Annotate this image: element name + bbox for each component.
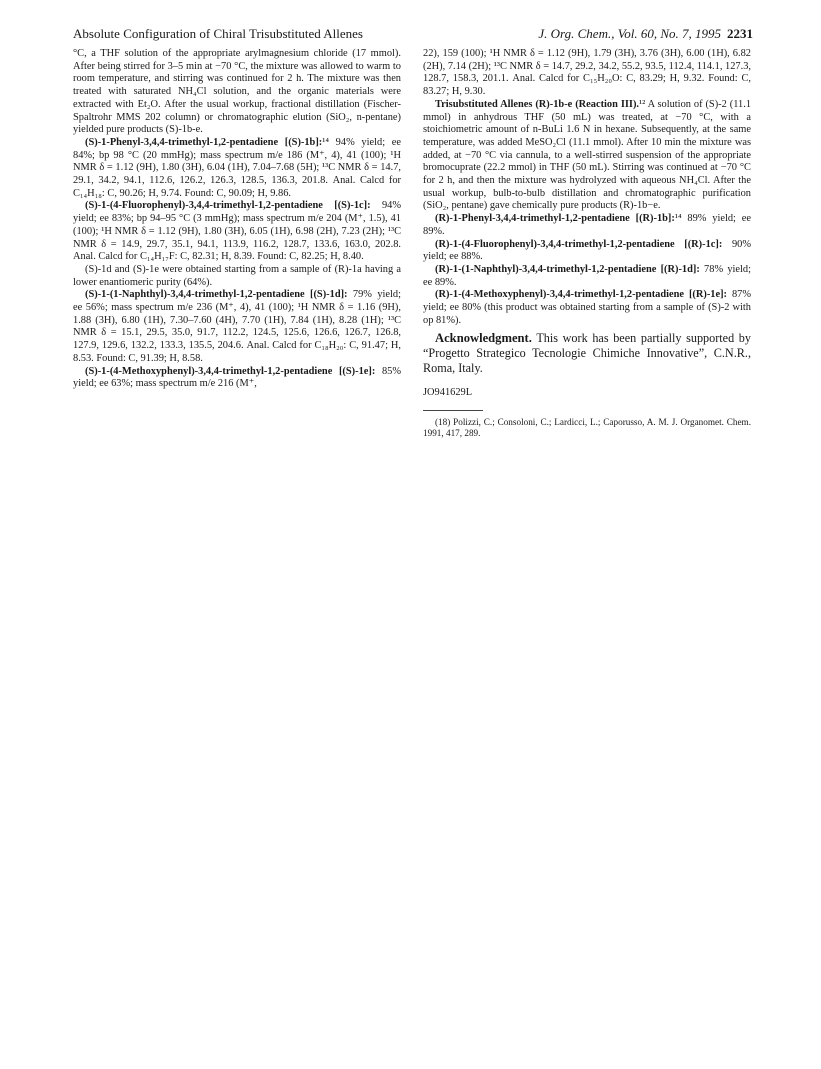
compound-heading: (R)-1-Phenyl-3,4,4-trimethyl-1,2-pentadiene [(R)-1b]: — [435, 213, 675, 225]
paragraph — [73, 48, 401, 137]
paragraph — [423, 239, 751, 264]
acknowledgment-text: This work has been partially supported by “Progetto Strategico Tecnologie Chimiche Innovative”, C.N.R., Roma, Italy. — [423, 331, 751, 375]
compound-heading: (S)-1-(1-Naphthyl)-3,4,4-trimethyl-1,2-pentadiene [(S)-1d]: — [85, 289, 348, 301]
running-title: Absolute Configuration of Chiral Trisubstituted Allenes — [73, 26, 363, 41]
acknowledgment-heading: Acknowledgment. — [435, 331, 532, 346]
acknowledgment — [423, 331, 751, 375]
journal-citation — [538, 26, 753, 42]
paragraph-text: ¹² A solution of (S)-2 (11.1 mmol) in anhydrous THF (50 mL) was treated, at −70 °C, with a stoichiometric amount of n-BuLi 1.6 N in hexane. Subsequently, at the same temperature, was added MeSO₂Cl (11.1 mmol). After 10 min the mixture was added, at −70 °C via cannula, to a well-stirred suspension of the appropriate bromocuprate (22.2 mmol) in THF (50 mL). Stirring was continued at −70 °C for 2 h, and then the mixture was hydrolyzed with aqueous NH₄Cl. After the usual workup, bulb-to-bulb distillation and chromatographic purification (SiO₂, pentane) gave chemically pure products (R)-1b−e. — [423, 98, 752, 212]
journal-code: JO941629L — [423, 387, 473, 399]
paragraph-text: ¹⁴ 94% yield; ee 84%; bp 98 °C (20 mmHg); mass spectrum m/e 186 (M⁺, 4), 41 (100); ¹H NMR δ = 1.12 (9H), 1.80 (3H), 6.04 (1H), 7.04–7.68 (5H); ¹³C NMR δ = 14.7, 29.1, 34.2, 94.1, 112.6, 126.2, 126.3, 128.5, 136.3, 201.8. Anal. Calcd for C₁₄H₁₈: C, 90.26; H, 9.74. Found: C, 90.09; H, 9.86. — [73, 136, 401, 199]
paragraph — [423, 48, 751, 99]
compound-heading: (S)-1-Phenyl-3,4,4-trimethyl-1,2-pentadiene [(S)-1b]: — [85, 136, 323, 148]
paragraph-text: 22), 159 (100); ¹H NMR δ = 1.12 (9H), 1.79 (3H), 3.76 (3H), 6.00 (1H), 6.82 (2H), 7.14 (2H); ¹³C NMR δ = 14.7, 29.2, 34.2, 55.2, 93.5, 112.4, 114.1, 127.3, 128.7, 158.3, 201.1. Anal. Calcd for C₁₅H₂₀O: C, 83.29; H, 9.32. Found: C, 83.27; H, 9.30. — [423, 48, 751, 98]
footnote: (18) Polizzi, C.; Consoloni, C.; Lardicci, L.; Caporusso, A. M. J. Organomet. Chem. 1991, 417, 289. — [423, 416, 751, 439]
paragraph-text: 90% yield; ee 88%. — [423, 238, 751, 263]
compound-heading: (R)-1-(4-Fluorophenyl)-3,4,4-trimethyl-1,2-pentadiene [(R)-1c]: — [435, 238, 723, 250]
running-header — [73, 24, 753, 46]
paragraph-text: °C, a THF solution of the appropriate arylmagnesium chloride (17 mmol). After being stirred for 3–5 min at −70 °C, the mixture was allowed to warm to room temperature, and stirring was continued for 2 h. The mixture was then treated with saturated NH₄Cl solution, and the organic materials were extracted with Et₂O. After the usual workup, fractional distillation (Fischer-Spaltrohr MMS 202 column) or chromatographic elution (SiO₂, n-pentane) yielded pure products (S)-1b-e. — [73, 48, 401, 136]
paragraph-text: 87% yield; ee 80% (this product was obtained starting from a sample of (S)-2 with op 81%). — [423, 289, 751, 326]
left-column — [73, 48, 401, 391]
page-number: 2231 — [727, 26, 753, 41]
paragraph-text: ¹⁴ 89% yield; ee 89%. — [423, 213, 751, 237]
paragraph-text: 94% yield; ee 83%; bp 94–95 °C (3 mmHg); mass spectrum m/e 204 (M⁺, 1.5), 41 (100); ¹H NMR δ = 1.12 (9H), 1.80 (3H), 6.05 (1H), 6.98 (2H), 7.23 (2H); ¹³C NMR δ = 14.9, 29.7, 35.1, 94.1, 113.9, 116.2, 128.7, 133.6, 163.0, 202.8. Anal. Calcd for C₁₄H₁₇F: C, 82.31; H, 8.39. Found: C, 82.25; H, 8.40. — [73, 200, 401, 263]
paragraph — [73, 366, 401, 391]
right-paragraphs — [423, 48, 751, 327]
journal-name: J. Org. Chem., Vol. 60, No. 7, 1995 — [538, 26, 721, 41]
paragraph — [423, 289, 751, 327]
compound-heading: (S)-1-(4-Fluorophenyl)-3,4,4-trimethyl-1,2-pentadiene [(S)-1c]: — [85, 200, 371, 212]
paragraph-text: 85% yield; ee 63%; mass spectrum m/e 216 (M⁺, — [73, 365, 401, 390]
paragraph — [73, 289, 401, 365]
footnote-divider — [423, 410, 483, 411]
paragraph — [73, 137, 401, 201]
compound-heading: (S)-1-(4-Methoxyphenyl)-3,4,4-trimethyl-1,2-pentadiene [(S)-1e]: — [85, 365, 376, 377]
right-column — [423, 48, 751, 440]
paragraph — [73, 200, 401, 264]
paragraph-text: 79% yield; ee 56%; mass spectrum m/e 236 (M⁺, 4), 41 (100); ¹H NMR δ = 1.16 (9H), 1.88 (3H), 6.80 (1H), 7.30–7.60 (4H), 7.70 (1H), 7.84 (1H), 8.28 (1H); ¹³C NMR δ = 15.1, 29.5, 35.0, 91.7, 112.2, 124.5, 125.6, 126.6, 126.7, 126.8, 127.9, 129.6, 132.2, 133.3, 135.5, 204.6. Anal. Calcd for C₁₈H₂₀: C, 91.47; H, 8.53. Found: C, 91.39; H, 8.58. — [73, 289, 402, 364]
compound-heading: (R)-1-(4-Methoxyphenyl)-3,4,4-trimethyl-1,2-pentadiene [(R)-1e]: — [435, 289, 728, 301]
paragraph — [423, 99, 751, 213]
paragraph — [423, 213, 751, 238]
paragraph-text: 78% yield; ee 89%. — [423, 263, 752, 288]
paragraph — [73, 264, 401, 289]
compound-heading: (R)-1-(1-Naphthyl)-3,4,4-trimethyl-1,2-pentadiene [(R)-1d]: — [435, 263, 700, 275]
paragraph-text: (S)-1d and (S)-1e were obtained starting from a sample of (R)-1a having a lower enantiomeric purity (64%). — [73, 263, 401, 288]
compound-heading: Trisubstituted Allenes (R)-1b-e (Reaction III). — [435, 98, 640, 110]
paragraph — [423, 264, 751, 289]
